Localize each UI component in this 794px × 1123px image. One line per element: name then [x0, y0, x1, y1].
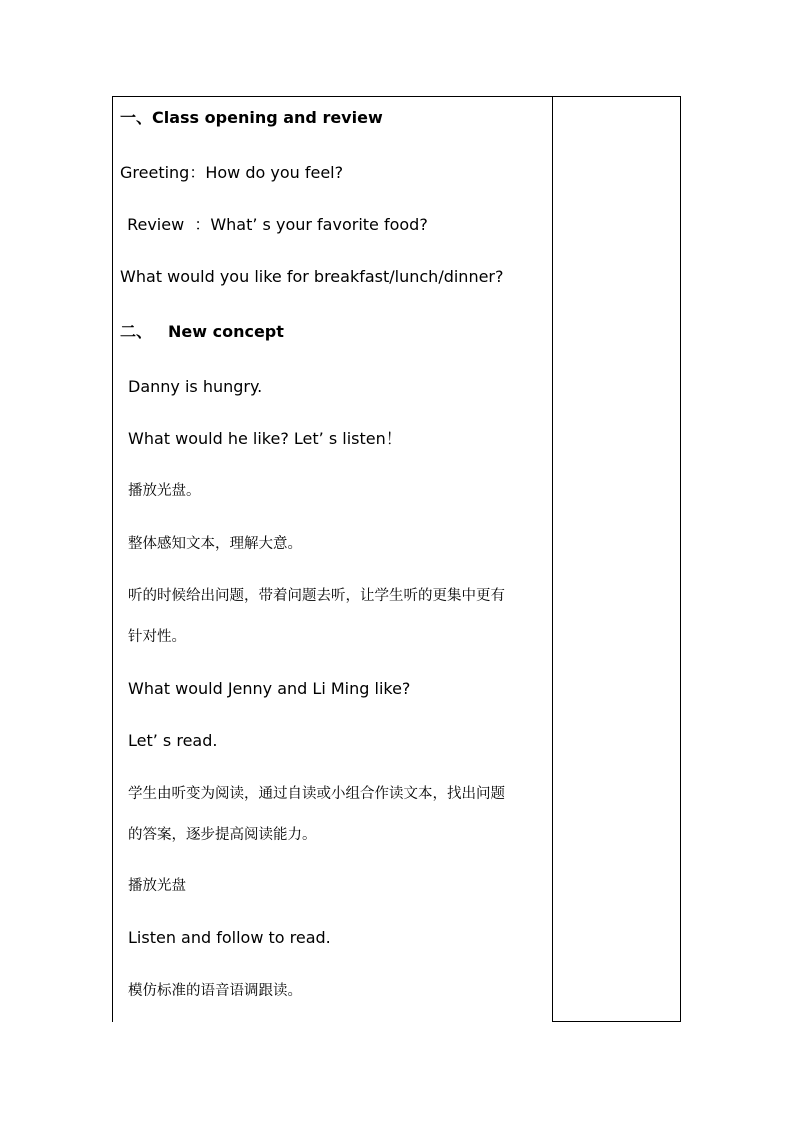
table-top-border [112, 96, 681, 97]
listen-questions-line-2: 针对性。 [128, 629, 186, 645]
reading-line-2: 的答案，逐步提高阅读能力。 [128, 827, 317, 843]
table-left-border [112, 96, 113, 1022]
greeting-line: Greeting：How do you feel? [120, 163, 344, 182]
section1-heading: 一、Class opening and review [120, 108, 383, 127]
play-cd-line-2: 播放光盘 [128, 878, 186, 894]
what-he-like-line: What would he like? Let’ s listen！ [128, 429, 402, 448]
table-column-divider [552, 96, 553, 1022]
section2-title: New concept [168, 322, 284, 341]
review-line: Review ：What’ s your favorite food? [122, 215, 428, 234]
listen-follow-line: Listen and follow to read. [128, 928, 331, 947]
play-cd-line-1: 播放光盘。 [128, 483, 201, 499]
table-right-cell-bottom-border [552, 1021, 681, 1022]
lets-read-line: Let’ s read. [128, 731, 218, 750]
section2-number: 二、 [120, 322, 153, 341]
table-right-border [680, 96, 681, 1022]
imitate-line: 模仿标准的语音语调跟读。 [128, 983, 302, 999]
perceive-text-line: 整体感知文本，理解大意。 [128, 536, 302, 552]
listen-questions-line-1: 听的时候给出问题，带着问题去听，让学生听的更集中更有 [128, 588, 505, 604]
danny-hungry-line: Danny is hungry. [128, 377, 263, 396]
jenny-liming-line: What would Jenny and Li Ming like? [128, 679, 411, 698]
meals-question: What would you like for breakfast/lunch/dinner? [120, 267, 504, 286]
reading-line-1: 学生由听变为阅读，通过自读或小组合作读文本，找出问题 [128, 786, 505, 802]
